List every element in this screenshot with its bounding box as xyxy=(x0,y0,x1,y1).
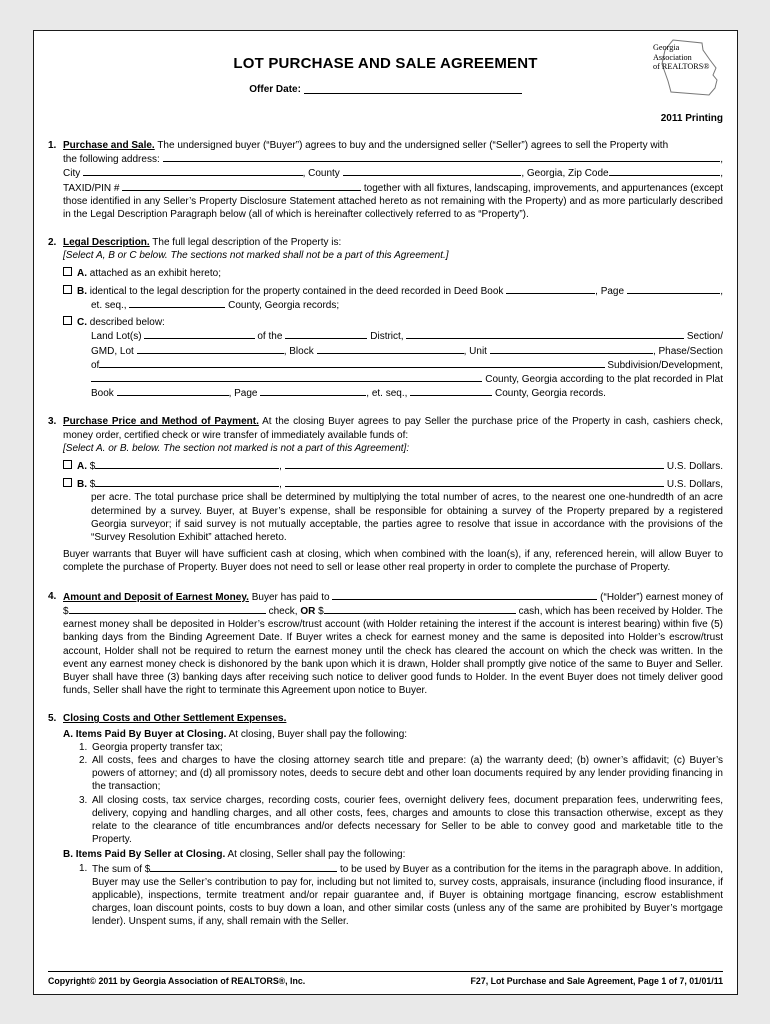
list-item xyxy=(79,754,723,794)
city-county-zip-line xyxy=(63,166,723,180)
offer-date-label: Offer Date: xyxy=(249,84,301,95)
holder-line xyxy=(63,590,723,604)
page-footer xyxy=(48,971,723,986)
option-letter: A. xyxy=(77,461,87,473)
seller-contribution-amount-blank[interactable] xyxy=(150,862,337,872)
paid-to-label: Buyer has paid to xyxy=(248,591,333,603)
plat-book-label: Book xyxy=(91,388,117,400)
usd-label: U.S. Dollars, xyxy=(664,479,723,491)
deed-page-blank[interactable] xyxy=(627,284,720,294)
logo-line-association: Association xyxy=(653,52,692,62)
plat-etseq-label: , et. seq., xyxy=(366,388,411,400)
printing-edition: 2011 Printing xyxy=(660,113,723,124)
tax-id-blank[interactable] xyxy=(122,181,361,191)
or-label: OR xyxy=(300,605,316,617)
subsection-a-header xyxy=(63,728,723,741)
plat-page-blank[interactable] xyxy=(260,386,366,396)
cash-label: cash, which has been received by Holder. The xyxy=(515,605,723,617)
comma: , xyxy=(720,168,723,180)
price-option-b xyxy=(63,477,723,491)
zip-code-blank[interactable] xyxy=(609,166,721,176)
section-number: 1. xyxy=(48,140,57,151)
zip-code-label: , Georgia, Zip Code xyxy=(521,168,609,180)
item-text: Georgia property transfer tax; xyxy=(92,741,223,753)
option-letter: A. xyxy=(77,267,87,279)
section-title: Purchase Price and Method of Payment. xyxy=(63,416,259,428)
tax-id-line xyxy=(63,181,723,195)
item-text: All costs, fees and charges to have the closing attorney search title and prepare: (a) the warranty deed; (b) owner’s affidavit; (c) Buyer’s powers of attorney; and (d) all promissory notes, deeds to secure debt and other loan documents required by any lender providing financing in the transaction; xyxy=(92,754,723,793)
lot-blank[interactable] xyxy=(137,344,284,354)
purchase-sale-rest: those identified in any Seller’s Property Disclosure Statement attached hereto as not remaining with the Property) and as more particularly described in the Legal Description Paragraph below (all of which is hereinafter collectively referred to as “Property”). xyxy=(63,195,723,221)
form-title: LOT PURCHASE AND SALE AGREEMENT xyxy=(233,55,538,72)
legal-desc-select-note: [Select A, B or C below. The sections not marked shall not be a part of this Agreement.] xyxy=(63,250,449,262)
comma: , xyxy=(720,154,723,166)
comma: , xyxy=(279,461,285,473)
form-sheet xyxy=(33,30,738,995)
option-letter: B. xyxy=(77,285,87,297)
item-number: 1. xyxy=(79,741,88,753)
seller-contribution-line xyxy=(92,862,723,876)
section-gmd-blank[interactable] xyxy=(406,329,684,339)
subsection-letter: A. xyxy=(63,728,73,740)
land-lots-label: Land Lot(s) xyxy=(91,331,145,343)
option-c-text: described below: xyxy=(87,317,165,329)
block-blank[interactable] xyxy=(317,344,464,354)
subsection-a-intro: At closing, Buyer shall pay the following: xyxy=(226,728,408,740)
item-text: All closing costs, tax service charges, recording costs, courier fees, overnight delivery fees, document preparation fees, underwriting fees, delivery, copying and handling charges, and all other costs, fees, charges and amounts to close this transaction otherwise, except as they relate to the clearance of title encumbrances and/or defects necessary for Seller to be able to convey good and marketable title to the Property. xyxy=(92,794,723,846)
earnest-cash-amount-blank[interactable] xyxy=(324,604,516,614)
holder-label: (“Holder”) earnest money of xyxy=(597,591,723,603)
plat-records-label: County, Georgia records. xyxy=(492,388,606,400)
plat-county-blank[interactable] xyxy=(91,372,482,382)
legal-desc-option-b-checkbox[interactable] xyxy=(63,285,72,294)
section-title: Closing Costs and Other Settlement Expenses. xyxy=(63,713,287,725)
plat-book-blank[interactable] xyxy=(117,386,229,396)
option-b-text: identical to the legal description for the property contained in the deed recorded in Deed Book xyxy=(87,285,507,297)
plat-county-line xyxy=(63,372,723,386)
section-number: 3. xyxy=(48,416,57,428)
section-number: 5. xyxy=(48,713,57,725)
property-address-blank[interactable] xyxy=(163,152,721,162)
tax-id-label: TAXID/PIN # xyxy=(63,182,123,194)
land-lot-line xyxy=(63,329,723,343)
plat-page-label: , Page xyxy=(228,388,261,400)
gmd-lot-label: GMD, Lot xyxy=(91,345,137,357)
price-intro: At the closing Buyer agrees to pay Seller the purchase price of the Property in cash, cashiers check, money order, certified check or wire transfer of immediately available funds of: xyxy=(63,416,723,441)
usd-label: U.S. Dollars. xyxy=(664,461,723,473)
contribution-text: to be used by Buyer as a contribution for the items in the paragraph above. In addition, xyxy=(337,863,723,875)
section-closing-costs xyxy=(48,712,723,928)
plat-book-line xyxy=(63,386,723,400)
item-number: 2. xyxy=(79,754,88,766)
section-number: 2. xyxy=(48,237,57,249)
earnest-amount-line xyxy=(63,604,723,618)
option-a-text: attached as an exhibit hereto; xyxy=(87,267,221,279)
dollar-sign: $ xyxy=(315,605,324,617)
item-number: 1. xyxy=(79,862,88,874)
block-label: , Block xyxy=(283,345,317,357)
list-item xyxy=(79,741,723,754)
price-amount-blank[interactable] xyxy=(95,459,279,469)
section-purchase-price xyxy=(48,415,723,574)
legal-desc-option-c-checkbox[interactable] xyxy=(63,316,72,325)
plat-county-label: County, Georgia according to the plat recorded in Plat xyxy=(482,374,723,386)
gmd-lot-line xyxy=(63,344,723,358)
legal-desc-option-b xyxy=(63,284,723,312)
price-option-a-checkbox[interactable] xyxy=(63,460,72,469)
option-letter: B. xyxy=(77,479,87,491)
county-label: , County xyxy=(302,168,343,180)
subdivision-line xyxy=(63,358,723,372)
sum-of-label: The sum of $ xyxy=(92,863,151,875)
dollar-sign: $ xyxy=(87,479,96,491)
item-number: 3. xyxy=(79,794,88,806)
buyer-paid-items-list xyxy=(63,741,723,847)
price-option-a xyxy=(63,459,723,473)
form-reference-text: F27, Lot Purchase and Sale Agreement, Page 1 of 7, 01/01/11 xyxy=(470,976,723,986)
dollar-sign: $ xyxy=(63,605,69,617)
county-blank[interactable] xyxy=(343,166,522,176)
price-per-acre-amount-blank[interactable] xyxy=(95,477,279,487)
earnest-money-paragraph: earnest money shall be deposited in Holder’s escrow/trust account (with Holder retaining the interest if the account is interest bearing) within five (5) banking days from the Binding Agreement Date. If Buyer writes a check for earnest money and the same is deposited into Holder’s escrow/trust account, Holder shall not be required to return the earnest money until the check has cleared the account on which the check was written. In the event any earnest money check is dishonored by the bank upon which it is drawn, Holder shall promptly give notice of the same to Buyer and Seller. Buyer shall have three (3) banking days after receiving such notice to deliver good funds to Holder. In the event Buyer does not timely deliver good funds, Seller shall have the right to terminate this Agreement upon notice to Buyer. xyxy=(63,619,723,697)
subdivision-label: Subdivision/Development, xyxy=(604,359,723,371)
address-label: the following address: xyxy=(63,154,163,166)
price-words-blank[interactable] xyxy=(285,459,664,469)
page-label: , Page xyxy=(595,285,627,297)
per-acre-paragraph: per acre. The total purchase price shall be determined by multiplying the total number of acres, to the nearest one one-hundredth of an acre determined by a survey. Buyer, at Buyer’s expense, shall be responsible for obtaining a survey of the Property prepared by a registered Georgia surveyor; if said survey is not mutually acceptable, the parties agree to resolve that issue in accordance with the provisions of the “Survey Resolution Exhibit” attached hereto. xyxy=(91,492,723,544)
logo-line-georgia: Georgia xyxy=(653,43,680,52)
section-label: Section/ xyxy=(684,331,723,343)
price-select-note: [Select A. or B. below. The section not marked is not a part of this Agreement]: xyxy=(63,442,410,454)
land-lots-blank[interactable] xyxy=(144,329,254,339)
gar-logo xyxy=(649,37,725,101)
subsection-a-title: Items Paid By Buyer at Closing. xyxy=(75,728,227,740)
address-line xyxy=(63,152,723,166)
subsection-b-header xyxy=(63,848,723,861)
offer-date-blank[interactable] xyxy=(304,84,522,94)
unit-label: , Unit xyxy=(463,345,490,357)
section-earnest-money xyxy=(48,590,723,698)
seller-paid-items-list xyxy=(63,862,723,929)
district-blank[interactable] xyxy=(285,329,367,339)
copyright-text: Copyright© 2011 by Georgia Association of REALTORS®, Inc. xyxy=(48,976,306,986)
list-item xyxy=(79,862,723,929)
legal-desc-option-a-checkbox[interactable] xyxy=(63,267,72,276)
section-title: Legal Description. xyxy=(63,237,150,249)
fixtures-text: together with all fixtures, landscaping, improvements, and appurtenances (except xyxy=(361,182,723,194)
comma: , xyxy=(720,285,723,297)
plat-records-county-blank[interactable] xyxy=(410,386,492,396)
option-letter: C. xyxy=(77,317,87,329)
offer-date-line xyxy=(48,84,723,95)
et-seq-label: et. seq., xyxy=(91,300,130,312)
deed-book-blank[interactable] xyxy=(506,284,595,294)
gar-logo-text xyxy=(653,43,710,72)
of-the-label: of the xyxy=(254,331,286,343)
deed-county-blank[interactable] xyxy=(129,298,225,308)
subsection-b-intro: At closing, Seller shall pay the following: xyxy=(225,849,406,861)
legal-desc-intro: The full legal description of the Property is: xyxy=(152,237,342,249)
header xyxy=(48,41,723,124)
section-number: 4. xyxy=(48,590,57,602)
seller-contribution-paragraph: Buyer may use the Seller’s contribution to pay for, including but not limited to, survey costs, appraisals, insurance (including flood insurance, if applicable), inspections, termite treatment and/or repair guarantee and, if Buyer is obtaining mortgage financing, escrow establishment charges, loan discount points, costs to buy down a loan, and other similar costs (unless any of the same are prohibited by Buyer’s mortgage lender). Unspent sums, if any, shall remain with the Seller. xyxy=(92,876,723,928)
price-per-acre-words-blank[interactable] xyxy=(285,477,664,487)
subdivision-blank[interactable] xyxy=(99,358,604,368)
legal-desc-option-c xyxy=(63,316,723,400)
section-legal-description xyxy=(48,236,723,400)
city-blank[interactable] xyxy=(83,166,303,176)
price-option-b-checkbox[interactable] xyxy=(63,478,72,487)
unit-blank[interactable] xyxy=(490,344,653,354)
earnest-check-amount-blank[interactable] xyxy=(69,604,266,614)
purchase-sale-intro: The undersigned buyer (“Buyer”) agrees to buy and the undersigned seller (“Seller”) agrees to sell the Property with xyxy=(157,140,669,151)
holder-name-blank[interactable] xyxy=(332,590,597,600)
city-label: City xyxy=(63,168,83,180)
of-label: of xyxy=(91,359,100,371)
buyer-warrant-paragraph: Buyer warrants that Buyer will have sufficient cash at closing, which when combined with the loan(s), if any, referenced herein, will allow Buyer to complete the purchase of Property. Buyer does not need to sell or lease other real property in order to complete the purchase of Property. xyxy=(63,549,723,574)
district-label: District, xyxy=(367,331,407,343)
county-records-label: County, Georgia records; xyxy=(225,300,340,312)
subsection-letter: B. xyxy=(63,849,73,861)
logo-line-realtors: of REALTORS® xyxy=(653,62,710,72)
comma: , xyxy=(279,479,285,491)
section-title: Purchase and Sale. xyxy=(63,140,155,151)
legal-desc-option-a xyxy=(63,267,723,280)
subsection-b-title: Items Paid By Seller at Closing. xyxy=(75,849,226,861)
section-purchase-and-sale xyxy=(48,139,723,221)
check-label: check, xyxy=(265,605,301,617)
list-item xyxy=(79,794,723,847)
phase-section-label: , Phase/Section xyxy=(652,345,723,357)
section-title: Amount and Deposit of Earnest Money. xyxy=(63,591,249,603)
dollar-sign: $ xyxy=(87,461,96,473)
